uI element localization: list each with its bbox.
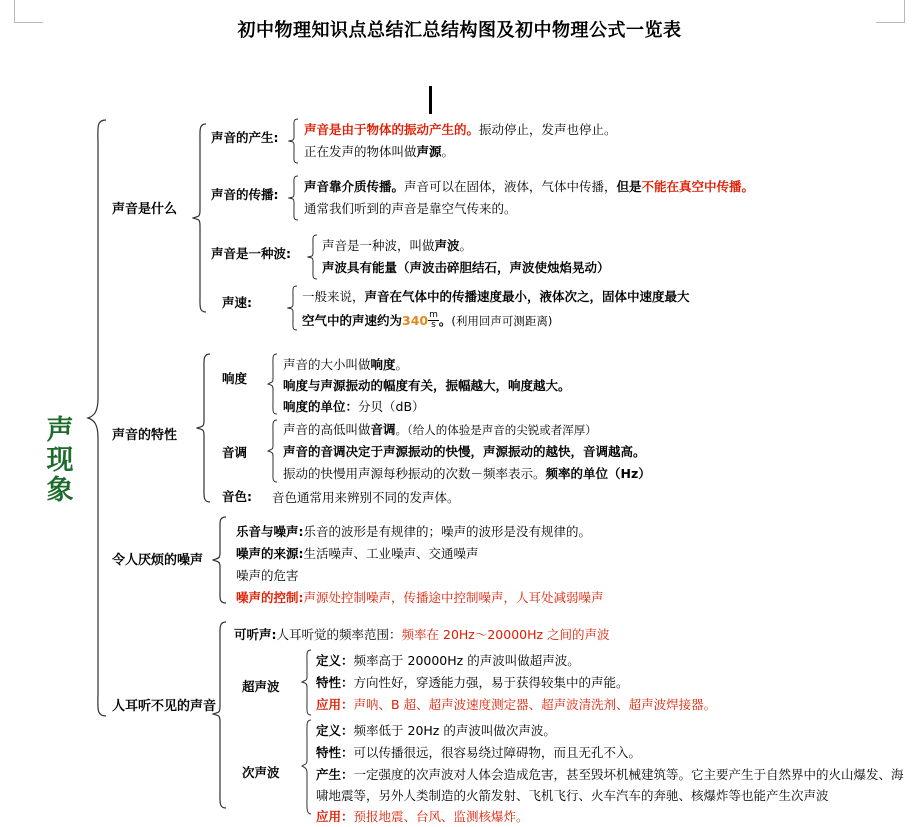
branch-label-sound-what: 声音是什么 [112, 202, 178, 217]
text-ultrasound-application [316, 694, 716, 715]
node-brace-sound-is-wave [307, 233, 319, 281]
text-transmission-line1 [304, 176, 754, 197]
branch-label-inaudible-sound: 人耳听不见的声音 [112, 699, 217, 714]
text-audible-line [234, 624, 610, 645]
text-sound-source-c: 。 [441, 144, 455, 159]
text-ultrasound-definition [316, 650, 580, 671]
node-label-sound-production: 声音的产生: [211, 130, 279, 145]
text-speed-line2 [302, 310, 552, 332]
text-transmission-b1: 声音靠介质传播。 [304, 179, 405, 194]
text-speed-l2a: 空气中的声速约为 [302, 313, 403, 328]
text-audible-range-label: 人耳听觉的频率范围： [276, 627, 402, 642]
branch-3-brace [212, 515, 228, 607]
unit-meter-per-second [428, 311, 439, 330]
text-loudness-unit-label: 响度的单位： [283, 399, 359, 414]
text-sound-production-line1 [304, 119, 617, 140]
text-pitch-frequency: 振动的快慢用声源每秒振动的次数－频率表示。 [283, 466, 546, 481]
node-label-infrasound: 次声波 [242, 765, 280, 780]
node-label-timbre: 音色: [222, 489, 252, 504]
text-speed-note: (利用回声可测距离) [451, 314, 553, 328]
text-pitch-line3 [283, 463, 651, 484]
text-infrasound-gen-label: 产生： [316, 767, 354, 782]
text-noise-line4 [236, 587, 604, 608]
text-infrasound-app-label: 应用： [316, 809, 354, 824]
text-wave-line1 [322, 235, 472, 256]
node-brace-sound-transmission [288, 174, 300, 222]
node-brace-sound-speed [287, 284, 299, 332]
text-pitch-l1b: 音调 [370, 422, 396, 437]
text-noise-sources: 生活噪声、工业噪声、交通噪声 [303, 546, 479, 561]
text-ultrasound-feature [316, 672, 629, 693]
text-timbre: 音色通常用来辨别不同的发声体。 [272, 490, 460, 505]
node-label-sound-is-wave: 声音是一种波: [211, 246, 291, 261]
text-wave-l1a: 声音是一种波，叫做 [322, 238, 435, 253]
text-loudness-l1a: 声音的大小叫做 [283, 357, 371, 372]
node-label-pitch: 音调 [222, 445, 248, 460]
text-loudness-l1c: 。 [395, 357, 409, 372]
text-transmission-red: 不能在真空中传播。 [641, 179, 755, 194]
text-sound-source-a: 正在发声的物体叫做 [304, 144, 417, 159]
unit-denominator: s [431, 320, 436, 330]
text-loudness-unit-value: 分贝（dB） [358, 399, 425, 414]
node-brace-ultrasound [301, 648, 313, 718]
node-label-loudness: 响度 [222, 371, 248, 386]
text-loudness-line1 [283, 354, 408, 375]
text-infrasound-definition [316, 720, 556, 741]
text-noise-line2 [236, 543, 479, 564]
text-noise-label-music-vs-noise: 乐音与噪声: [236, 524, 304, 539]
text-pitch-line2 [283, 441, 646, 462]
text-infrasound-def-value: 频率低于 20Hz 的声波叫做次声波。 [353, 723, 556, 738]
text-pitch-l1c: 。（给人的体验是声音的尖锐或者浑厚） [395, 423, 597, 437]
node-brace-sound-production [288, 117, 300, 165]
text-noise-label-sources: 噪声的来源: [236, 546, 304, 561]
text-audible-range-value: 频率在 20Hz～20000Hz 之间的声波 [401, 627, 610, 642]
text-noise-waveform: 乐音的波形是有规律的；噪声的波形是没有规律的。 [303, 524, 592, 539]
text-speed-line1 [302, 286, 690, 307]
text-pitch-l1a: 声音的高低叫做 [283, 422, 371, 437]
text-noise-line3: 噪声的危害 [236, 568, 299, 583]
page-title: 初中物理知识点总结汇总结构图及初中物理公式一览表 [237, 20, 682, 41]
text-loudness-amplitude: 响度与声源振动的幅度有关，振幅越大，响度越大。 [283, 378, 571, 393]
root-node-label: 声现象 [46, 415, 74, 506]
text-loudness-line3 [283, 396, 425, 417]
text-wave-l1c: 。 [459, 238, 473, 253]
text-speed-period: 。 [438, 313, 452, 328]
text-ultrasound-app-value: 声呐、B 超、超声波速度测定器、超声波清洗剂、超声波焊接器。 [353, 697, 717, 712]
text-wave-l1b: 声波 [434, 238, 460, 253]
text-infrasound-gen-value: 一定强度的次声波对人体会造成危害，甚至毁坏机械建筑等。它主要产生于自然界中的火山爆发、海啸地震等，另外人类制造的火箭发射、飞机飞行、火车汽车的奔驰、核爆炸等也能产生次声波 [316, 767, 904, 803]
text-wave-energy: 声波具有能量（声波击碎胆结石，声波使烛焰晃动） [322, 260, 610, 275]
text-ultrasound-def-value: 频率高于 20000Hz 的声波叫做超声波。 [353, 653, 580, 668]
text-loudness-line2 [283, 375, 571, 396]
node-label-sound-transmission: 声音的传播: [211, 187, 279, 202]
text-infrasound-feat-label: 特性： [316, 745, 354, 760]
unit-numerator: m [429, 310, 438, 320]
branch-label-annoying-noise: 令人厌烦的噪声 [112, 553, 204, 568]
text-noise-control: 声源处控制噪声，传播途中控制噪声，人耳处减弱噪声 [303, 590, 604, 605]
branch-4-brace [212, 620, 228, 810]
node-brace-infrasound [301, 718, 313, 818]
node-label-ultrasound: 超声波 [242, 679, 280, 694]
text-speed-value: 340 [402, 313, 429, 328]
text-audible-label: 可听声: [234, 627, 277, 642]
text-infrasound-def-label: 定义： [316, 723, 354, 738]
node-brace-pitch [267, 418, 279, 484]
branch-1-brace [192, 122, 208, 314]
title-divider-rule [429, 86, 432, 114]
text-speed-l1a: 一般来说， [302, 289, 365, 304]
text-noise-label-control: 噪声的控制: [236, 590, 304, 605]
text-sound-source-b: 声源 [416, 144, 442, 159]
text-ultrasound-feat-label: 特性： [316, 675, 354, 690]
text-sound-production-red: 声音是由于物体的振动产生的。 [304, 122, 480, 137]
node-brace-loudness [267, 352, 279, 416]
node-label-sound-speed: 声速: [222, 295, 252, 310]
text-pitch-frequency-unit: 频率的单位（Hz） [545, 466, 651, 481]
text-ultrasound-def-label: 定义： [316, 653, 354, 668]
text-transmission-b2: 但是 [616, 179, 642, 194]
text-transmission-line2: 通常我们听到的声音是靠空气传来的。 [304, 201, 517, 216]
branch-2-brace [196, 352, 212, 504]
text-infrasound-feat-value: 可以传播很远，很容易绕过障碍物，而且无孔不入。 [353, 745, 642, 760]
branch-label-sound-characteristics: 声音的特性 [112, 428, 178, 443]
text-transmission-n1: 声音可以在固体，液体，气体中传播， [404, 179, 617, 194]
text-sound-production-rest: 振动停止，发声也停止。 [479, 122, 617, 137]
text-sound-production-line2 [304, 141, 454, 162]
text-wave-line2 [322, 257, 610, 278]
text-infrasound-app-value: 预报地震、台风、监测核爆炸。 [353, 809, 529, 824]
text-pitch-line1 [283, 419, 597, 441]
text-speed-l1b: 声音在气体中的传播速度最小，液体次之，固体中速度最大 [364, 289, 690, 304]
root-brace [86, 118, 108, 718]
text-loudness-l1b: 响度 [370, 357, 396, 372]
text-pitch-determined: 声音的音调决定于声源振动的快慢，声源振动的越快，音调越高。 [283, 444, 646, 459]
text-infrasound-feature [316, 742, 641, 763]
text-ultrasound-feat-value: 方向性好，穿透能力强，易于获得较集中的声能。 [353, 675, 629, 690]
text-infrasound-application [316, 806, 529, 827]
text-noise-line1 [236, 521, 591, 542]
text-ultrasound-app-label: 应用： [316, 697, 354, 712]
text-infrasound-generation [316, 764, 916, 806]
